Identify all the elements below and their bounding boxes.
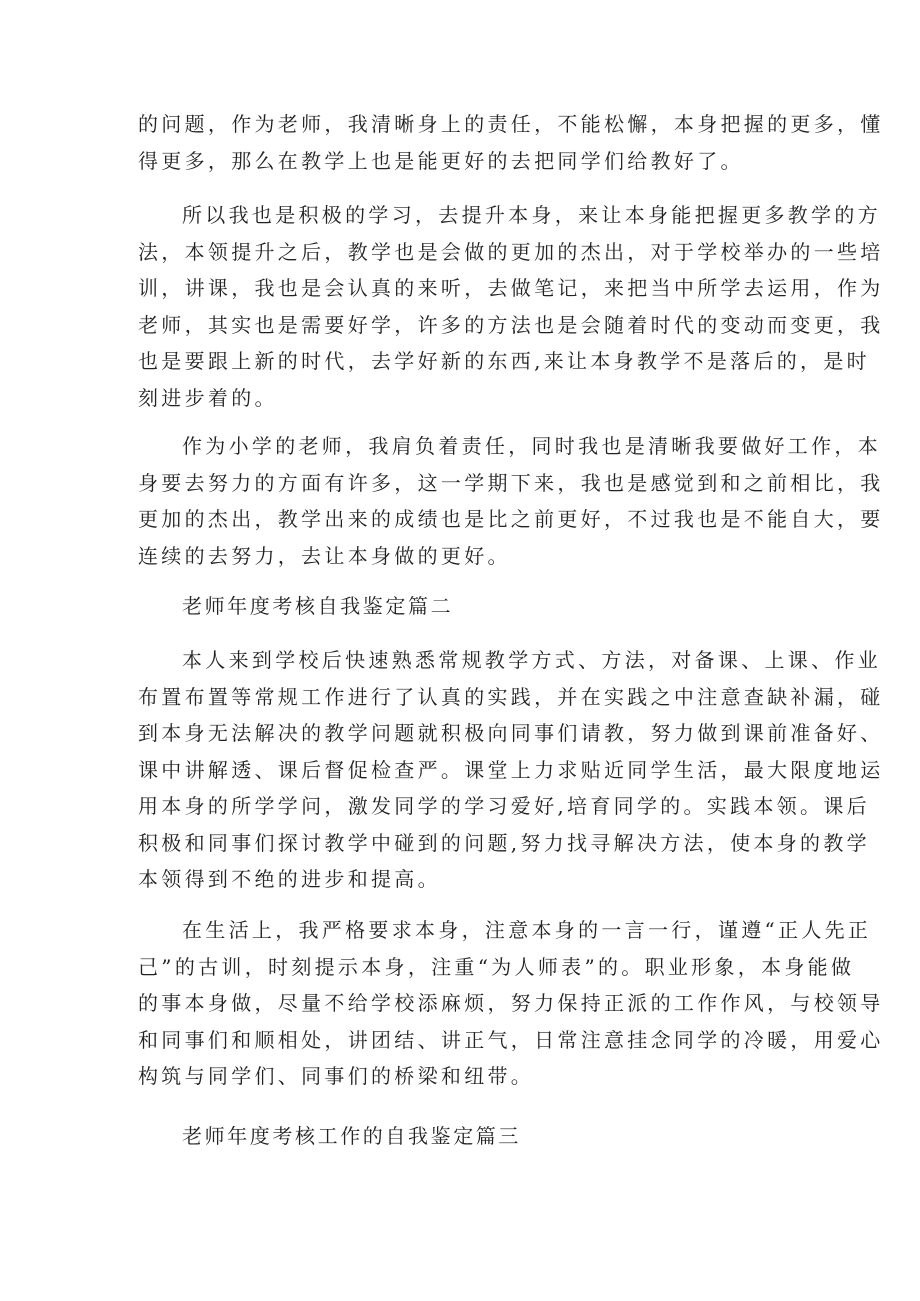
section-heading-3: 老师年度考核工作的自我鉴定篇三 — [182, 1124, 521, 1148]
paragraph-line: 布置布置等常规工作进行了认真的实践，并在实践之中注意查缺补漏，碰 — [138, 684, 884, 709]
paragraph-line: 连续的去努力，去让本身做的更好。 — [138, 543, 511, 568]
paragraph-line: 老师，其实也是需要好学，许多的方法也是会随着时代的变动而变更，我 — [138, 312, 884, 337]
paragraph-line: 的事本身做，尽量不给学校添麻烦，努力保持正派的工作作风，与校领导 — [138, 991, 884, 1015]
paragraph-line: 法，本领提升之后，教学也是会做的更加的杰出，对于学校举办的一些培 — [138, 239, 884, 264]
paragraph-1 — [138, 106, 884, 179]
paragraph-2 — [138, 197, 884, 416]
paragraph-5 — [138, 912, 884, 1095]
paragraph-line: 本领得到不绝的进步和提高。 — [138, 867, 441, 891]
paragraph-line: 作为小学的老师，我肩负着责任，同时我也是清晰我要做好工作，本 — [182, 434, 881, 458]
paragraph-line: 己”的古训，时刻提示本身，注重“为人师表”的。职业形象，本身能做 — [138, 954, 855, 979]
paragraph-4 — [138, 642, 884, 898]
paragraph-line: 本人来到学校后快速熟悉常规教学方式、方法，对备课、上课、作业 — [182, 648, 881, 672]
paragraph-line: 的问题，作为老师，我清晰身上的责任，不能松懈，本身把握的更多，懂 — [138, 112, 884, 136]
section-heading-2: 老师年度考核自我鉴定篇二 — [182, 594, 454, 618]
paragraph-line: 所以我也是积极的学习，去提升本身，来让本身能把握更多教学的方 — [182, 203, 881, 227]
paragraph-line: 训，讲课，我也是会认真的来听，去做笔记，来把当中所学去运用，作为 — [138, 276, 884, 300]
paragraph-line: 更加的杰出，教学出来的成绩也是比之前更好，不过我也是不能自大，要 — [138, 507, 884, 531]
paragraph-line: 得更多，那么在教学上也是能更好的去把同学们给教好了。 — [138, 148, 744, 173]
paragraph-3 — [138, 428, 884, 574]
paragraph-line: 也是要跟上新的时代，去学好新的东西,来让本身教学不是落后的，是时 — [138, 349, 870, 373]
paragraph-line: 和同事们和顺相处，讲团结、讲正气，日常注意挂念同学的冷暖，用爱心 — [138, 1027, 884, 1052]
paragraph-line: 课中讲解透、课后督促检查严。课堂上力求贴近同学生活，最大限度地运 — [138, 757, 884, 782]
paragraph-line: 积极和同事们探讨教学中碰到的问题,努力找寻解决方法，使本身的教学 — [138, 830, 870, 855]
paragraph-line: 在生活上，我严格要求本身，注意本身的一言一行，谨遵“正人先正 — [182, 918, 872, 942]
paragraph-line: 用本身的所学学问，激发同学的学习爱好,培育同学的。实践本领。课后 — [138, 794, 870, 818]
paragraph-line: 身要去努力的方面有许多，这一学期下来，我也是感觉到和之前相比，我 — [138, 470, 884, 495]
paragraph-line: 刻进步着的。 — [138, 385, 278, 410]
paragraph-line: 构筑与同学们、同事们的桥梁和纽带。 — [138, 1064, 535, 1088]
paragraph-line: 到本身无法解决的教学问题就积极向同事们请教，努力做到课前准备好、 — [138, 721, 884, 745]
